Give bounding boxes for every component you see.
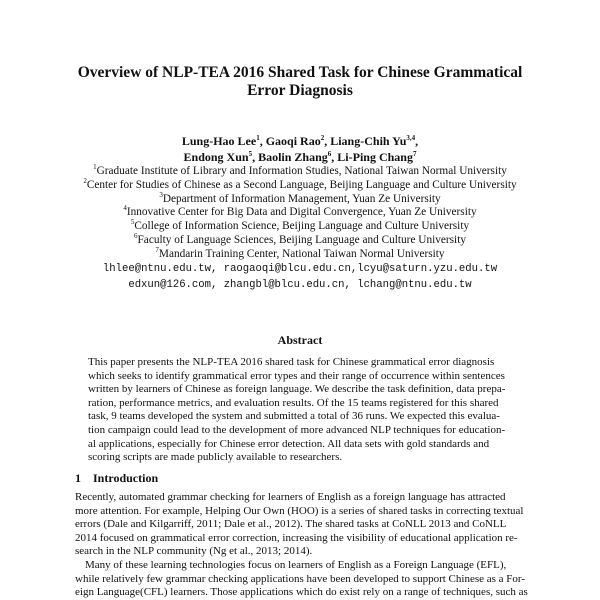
body-line: errors (Dale and Kilgarriff, 2011; Dale et al., 2012). The shared tasks at CoNLL 2013 and CoNLL (75, 518, 507, 531)
author-affil-sup: 2 (320, 134, 325, 142)
affiliation-list (30, 165, 570, 262)
affiliation: $^1$Graduate Institute of Library and Information Studies, National Taiwan Normal University (93, 163, 507, 177)
title-line-1: Overview of NLP-TEA 2016 Shared Task for Chinese Grammatical (77, 64, 523, 81)
author-name: Liang-Chih Yu (330, 134, 407, 148)
section-heading-introduction (75, 471, 158, 486)
author-affil-sup: 7 (412, 150, 417, 158)
body-line: more attention. For example, Helping Our Own (HOO) is a series of shared tasks in correcting textual (75, 504, 524, 517)
body-line: 2014 focused on grammatical error correction, increasing the visibility of educational application re- (75, 531, 518, 544)
abstract-line: al applications, especially for Chinese error detection. All data sets with gold standards and (88, 437, 490, 450)
paper-title (40, 64, 560, 100)
affiliation: $^7$Mandarin Training Center, National Taiwan Normal University (155, 246, 445, 260)
section-number: 1 (75, 471, 81, 485)
abstract-line: task, 9 teams developed the system and submitted a total of 36 runs. We expected this evalua- (88, 410, 500, 423)
author-affil-sup: 6 (327, 150, 332, 158)
body-line: eign Language(CFL) learners. Those applications which do exist rely on a range of techniques, such as (75, 586, 528, 599)
intro-paragraph-2 (75, 559, 528, 600)
abstract-line: which seeks to identify grammatical error types and their range of occurrence within sentences (88, 369, 505, 382)
title-line-2: Error Diagnosis (247, 82, 353, 99)
affiliation: $^6$Faculty of Language Sciences, Beijing Language and Culture University (134, 232, 466, 246)
abstract-line: tion campaign could lead to the development of more advanced NLP techniques for education- (88, 423, 506, 436)
body-line: Recently, automated grammar checking for learners of English as a foreign language has attracted (75, 491, 506, 503)
affiliation: $^4$Innovative Center for Big Data and Digital Convergence, Yuan Ze University (123, 204, 477, 219)
body-line: while relatively few grammar checking applications have been developed to support Chinese as a For- (75, 572, 526, 585)
email-line-1: lhlee@ntnu.edu.tw, raogaoqi@blcu.edu.cn,lcyu@saturn.yzu.edu.tw (102, 263, 498, 275)
author-list: Lung-Hao Lee$^1$, Gaoqi Rao$^2$, Liang-Chih Yu$^{3,4}$, Endong Xun$^5$, Baolin Zhang$^6$, Li-Ping Chang$^7$ (181, 134, 419, 164)
author-name: Lung-Hao Lee (181, 134, 257, 148)
affiliation: $^2$Center for Studies of Chinese as a Second Language, Beijing Language and Culture University (83, 177, 517, 191)
email-line-2: edxun@126.com, zhangbl@blcu.edu.cn, lchang@ntnu.edu.tw (128, 279, 472, 291)
abstract-line: ration, performance metrics, and evaluation results. Of the 15 teams registered for this shared (88, 396, 499, 409)
abstract-body (88, 356, 512, 465)
author-name: Gaoqi Rao (265, 134, 321, 148)
author-name: Baolin Zhang (258, 150, 328, 164)
author-name: Li-Ping Chang (337, 150, 413, 164)
author-name: Endong Xun (183, 150, 249, 164)
author-emails (30, 261, 570, 293)
abstract-line: written by learners of Chinese as foreign language. We describe the task definition, data prepa- (88, 383, 506, 396)
affiliation: $^3$Department of Information Management, Yuan Ze University (159, 190, 441, 205)
section-title: Introduction (93, 471, 159, 485)
abstract-line: This paper presents the NLP-TEA 2016 shared task for Chinese grammatical error diagnosis (88, 356, 495, 368)
abstract-line: scoring scripts are made publicly available to researchers. (88, 451, 343, 464)
author-affil-sup: 1 (256, 134, 260, 142)
abstract-heading: Abstract (277, 333, 323, 347)
intro-paragraph-1 (75, 491, 525, 559)
author-affil-sup: 5 (248, 150, 253, 158)
body-line: Many of these learning technologies focus on learners of English as a Foreign Language (EFL), (85, 559, 507, 571)
author-affil-sup: 3,4 (406, 134, 416, 142)
affiliation: $^5$College of Information Science, Beijing Language and Culture University (130, 218, 470, 233)
body-line: search in the NLP community (Ng et al., 2013; 2014). (75, 545, 313, 558)
